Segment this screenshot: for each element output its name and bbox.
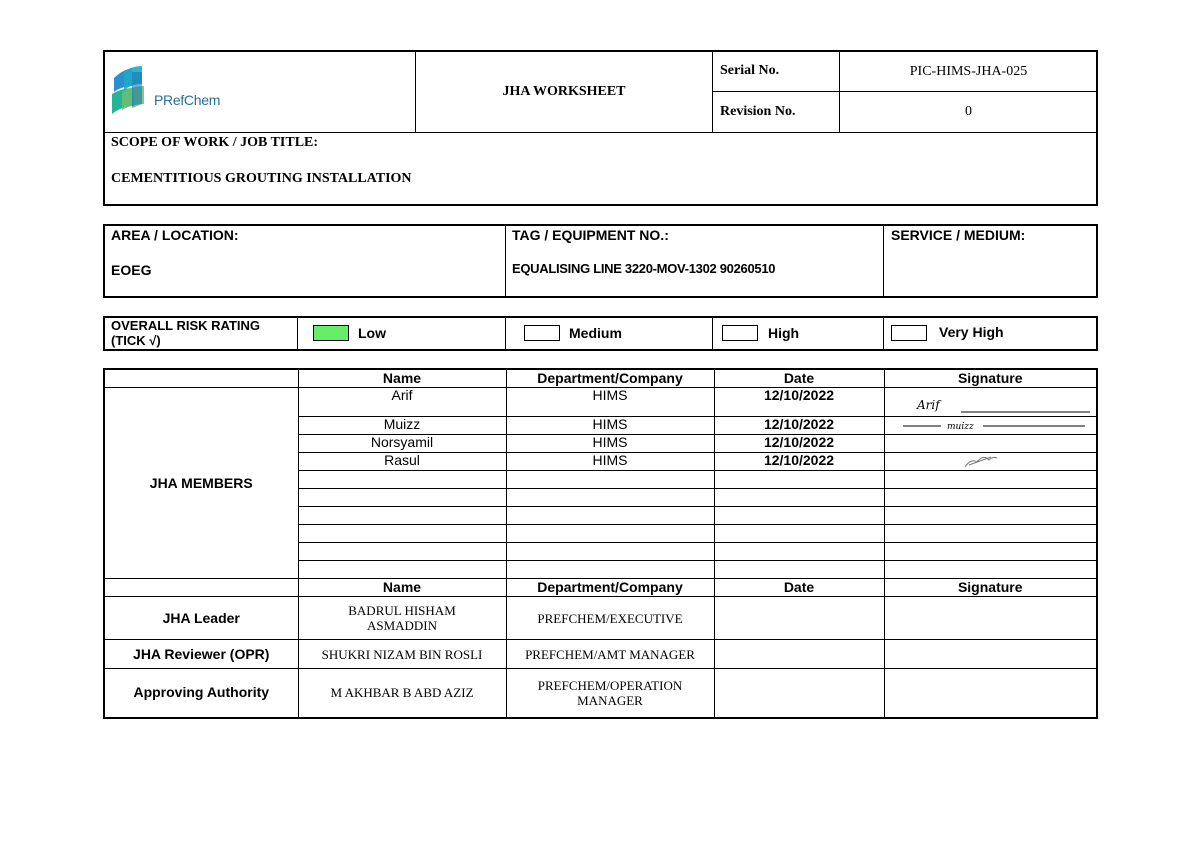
approver-dept: PREFCHEM/EXECUTIVE: [506, 597, 714, 640]
member-signature: [884, 435, 1097, 453]
approver-signature: [884, 597, 1097, 640]
risk-low-label: Low: [358, 325, 386, 341]
col-name-header: Name: [298, 369, 506, 388]
member-signature: [884, 453, 1097, 471]
member-dept: HIMS: [506, 453, 714, 471]
prefchem-logo: [108, 64, 238, 120]
approver-dept: PREFCHEM/OPERATION MANAGER: [506, 669, 714, 718]
member-signature: [884, 417, 1097, 435]
approver-name: M AKHBAR B ABD AZIZ: [298, 669, 506, 718]
role-approving-authority: Approving Authority: [104, 669, 298, 718]
scope-value: CEMENTITIOUS GROUTING INSTALLATION: [111, 171, 412, 186]
approver-date: [714, 597, 884, 640]
col-date-header: Date: [714, 369, 884, 388]
approver-signature: [884, 669, 1097, 718]
members-header-row: [104, 369, 1097, 388]
risk-very-high-label: Very High: [939, 324, 1004, 340]
member-date: 12/10/2022: [714, 388, 884, 417]
jha-members-label: JHA MEMBERS: [104, 388, 298, 579]
approver-signature: [884, 640, 1097, 669]
table-row: [104, 388, 1097, 417]
risk-low-checkbox[interactable]: [313, 325, 349, 341]
serial-label: Serial No.: [720, 63, 780, 78]
scope-label: SCOPE OF WORK / JOB TITLE:: [111, 135, 319, 150]
prefchem-logo-icon: [108, 64, 154, 120]
approval-row: [104, 669, 1097, 718]
logo-text: PRefChem: [154, 92, 221, 108]
member-signature: [884, 388, 1097, 417]
member-name: Muizz: [298, 417, 506, 435]
serial-value: PIC-HIMS-JHA-025: [909, 63, 1028, 79]
revision-value: 0: [965, 104, 972, 119]
member-dept: HIMS: [506, 388, 714, 417]
col-name-header: Name: [298, 579, 506, 597]
signature-scribble: [961, 452, 1001, 470]
approval-row: [104, 597, 1097, 640]
svg-text:muizz: muizz: [946, 422, 974, 432]
approver-dept: PREFCHEM/AMT MANAGER: [506, 640, 714, 669]
member-date: 12/10/2022: [714, 435, 884, 453]
approval-row: [104, 640, 1097, 669]
member-name: Arif: [298, 388, 506, 417]
col-dept-header: Department/Company: [506, 369, 714, 388]
role-jha-leader: JHA Leader: [104, 597, 298, 640]
area-label: AREA / LOCATION:: [111, 227, 239, 243]
revision-label: Revision No.: [720, 104, 796, 119]
risk-medium-label: Medium: [569, 325, 622, 341]
signature-arif: [915, 390, 1095, 416]
approvals-header-row: [104, 579, 1097, 597]
col-signature-header: Signature: [884, 579, 1097, 597]
member-dept: HIMS: [506, 435, 714, 453]
risk-high-label: High: [768, 325, 800, 341]
role-jha-reviewer: JHA Reviewer (OPR): [104, 640, 298, 669]
approver-date: [714, 669, 884, 718]
worksheet-title: JHA WORKSHEET: [502, 83, 626, 99]
member-name: Rasul: [298, 453, 506, 471]
tag-label: TAG / EQUIPMENT NO.:: [512, 227, 669, 243]
risk-very-high-checkbox[interactable]: [891, 325, 927, 341]
member-name: Norsyamil: [298, 435, 506, 453]
risk-medium-checkbox[interactable]: [524, 325, 560, 341]
member-date: 12/10/2022: [714, 417, 884, 435]
approver-name: SHUKRI NIZAM BIN ROSLI: [298, 640, 506, 669]
risk-label: OVERALL RISK RATING (TICK √): [111, 318, 261, 348]
member-dept: HIMS: [506, 417, 714, 435]
approver-date: [714, 640, 884, 669]
signature-muizz: [899, 417, 1089, 435]
jha-members-table: [103, 368, 1098, 719]
col-signature-header: Signature: [884, 369, 1097, 388]
member-date: 12/10/2022: [714, 453, 884, 471]
col-date-header: Date: [714, 579, 884, 597]
risk-high-checkbox[interactable]: [722, 325, 758, 341]
service-label: SERVICE / MEDIUM:: [891, 227, 1026, 243]
area-value: EOEG: [111, 262, 152, 278]
col-dept-header: Department/Company: [506, 579, 714, 597]
tag-value: EQUALISING LINE 3220-MOV-1302 90260510: [512, 261, 776, 276]
svg-text:Arif: Arif: [916, 398, 940, 412]
approver-name: BADRUL HISHAM ASMADDIN: [298, 597, 506, 640]
